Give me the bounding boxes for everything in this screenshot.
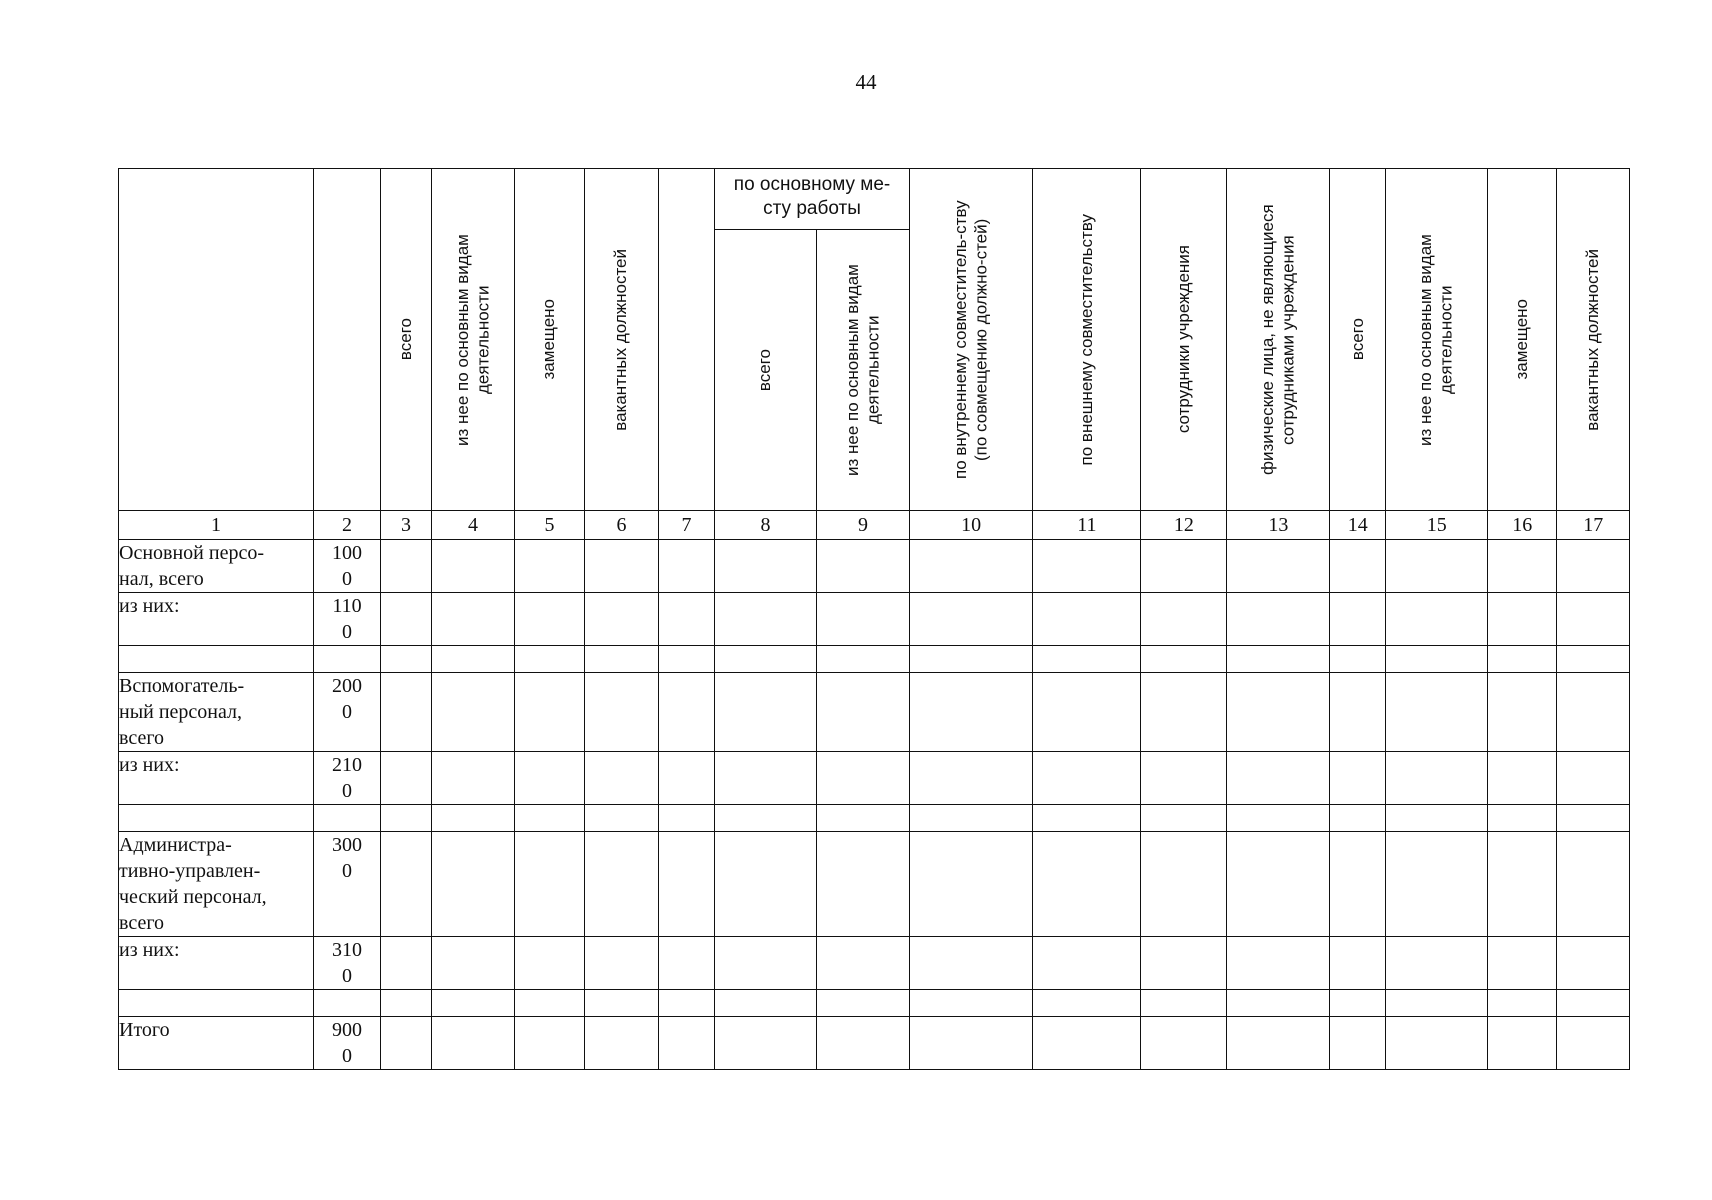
header-cell-1: [119, 169, 314, 511]
data-cell: [432, 1017, 515, 1070]
data-cell: [910, 646, 1033, 673]
data-cell: [1386, 1017, 1488, 1070]
data-cell: [1557, 752, 1630, 805]
data-cell: [910, 805, 1033, 832]
data-cell: [1488, 593, 1557, 646]
header-label-13: физические лица, не являющиеся сотрудниками учреждения: [1257, 204, 1298, 475]
data-cell: [1330, 990, 1386, 1017]
data-cell: [817, 673, 910, 752]
data-cell: [715, 673, 817, 752]
data-cell: [715, 646, 817, 673]
row-label: [119, 805, 314, 832]
data-cell: [515, 832, 585, 937]
data-cell: [432, 540, 515, 593]
table-body: [119, 540, 1630, 1070]
table-row: [119, 673, 1630, 752]
header-label-15: из нее по основным видам деятельности: [1416, 233, 1456, 446]
column-number: 10: [910, 511, 1033, 540]
data-cell: [1227, 1017, 1330, 1070]
data-cell: [1386, 646, 1488, 673]
data-cell: [1033, 593, 1141, 646]
header-label-11: по внешнему совместительству: [1076, 213, 1096, 466]
header-cell-17: [1557, 169, 1630, 511]
data-cell: [585, 1017, 659, 1070]
data-cell: [1557, 540, 1630, 593]
table-row: [119, 805, 1630, 832]
row-code: 310 0: [314, 937, 381, 990]
data-cell: [659, 673, 715, 752]
data-cell: [715, 805, 817, 832]
data-cell: [585, 805, 659, 832]
column-number: 17: [1557, 511, 1630, 540]
data-cell: [1227, 937, 1330, 990]
data-cell: [381, 990, 432, 1017]
data-cell: [585, 646, 659, 673]
data-cell: [1557, 832, 1630, 937]
header-label-10: по внутреннему совместитель-ству (по совмещению должно-стей): [950, 200, 991, 479]
header-label-8: всего: [755, 348, 775, 392]
header-group-label: по основному ме- сту работы: [733, 174, 891, 219]
data-cell: [1557, 805, 1630, 832]
data-cell: [381, 540, 432, 593]
data-cell: [1330, 646, 1386, 673]
data-cell: [1141, 990, 1227, 1017]
data-cell: [515, 937, 585, 990]
data-cell: [659, 990, 715, 1017]
data-cell: [817, 593, 910, 646]
data-cell: [1227, 990, 1330, 1017]
column-number: 8: [715, 511, 817, 540]
data-cell: [1141, 805, 1227, 832]
header-cell-7: [659, 169, 715, 511]
column-number: 4: [432, 511, 515, 540]
header-cell-15: [1386, 169, 1488, 511]
data-cell: [1488, 805, 1557, 832]
data-cell: [1227, 646, 1330, 673]
staffing-table: [118, 168, 1630, 1070]
row-code: 200 0: [314, 673, 381, 752]
row-label: Итого: [119, 1017, 314, 1070]
header-cell-13: [1227, 169, 1330, 511]
row-code: 210 0: [314, 752, 381, 805]
column-number: 6: [585, 511, 659, 540]
data-cell: [1330, 673, 1386, 752]
data-cell: [1141, 646, 1227, 673]
data-cell: [1557, 1017, 1630, 1070]
data-cell: [1557, 673, 1630, 752]
data-cell: [817, 937, 910, 990]
data-cell: [1386, 990, 1488, 1017]
data-cell: [659, 646, 715, 673]
row-code: 100 0: [314, 540, 381, 593]
header-label-4: из нее по основным видам деятельности: [452, 233, 492, 446]
column-number: 2: [314, 511, 381, 540]
data-cell: [910, 593, 1033, 646]
row-label: [119, 646, 314, 673]
data-cell: [585, 673, 659, 752]
data-cell: [585, 752, 659, 805]
data-cell: [659, 593, 715, 646]
data-cell: [715, 752, 817, 805]
header-label-9: из нее по основным видам деятельности: [842, 264, 882, 476]
header-cell-2: [314, 169, 381, 511]
data-cell: [817, 1017, 910, 1070]
page-number: 44: [855, 70, 877, 94]
data-cell: [910, 937, 1033, 990]
data-cell: [432, 646, 515, 673]
data-cell: [1330, 832, 1386, 937]
data-cell: [715, 990, 817, 1017]
data-cell: [817, 805, 910, 832]
data-cell: [432, 832, 515, 937]
data-cell: [1488, 832, 1557, 937]
data-cell: [659, 540, 715, 593]
data-cell: [1557, 937, 1630, 990]
data-cell: [1141, 593, 1227, 646]
data-cell: [1141, 937, 1227, 990]
data-cell: [381, 752, 432, 805]
data-cell: [715, 1017, 817, 1070]
data-cell: [1330, 593, 1386, 646]
data-cell: [1330, 805, 1386, 832]
data-cell: [817, 832, 910, 937]
data-cell: [515, 805, 585, 832]
header-cell-10: [910, 169, 1033, 511]
data-cell: [817, 540, 910, 593]
data-cell: [1141, 540, 1227, 593]
data-cell: [585, 937, 659, 990]
data-cell: [715, 593, 817, 646]
data-cell: [381, 673, 432, 752]
data-cell: [1488, 752, 1557, 805]
data-cell: [1033, 805, 1141, 832]
data-cell: [1386, 540, 1488, 593]
data-cell: [1330, 752, 1386, 805]
data-cell: [910, 673, 1033, 752]
header-cell-11: [1033, 169, 1141, 511]
data-cell: [1488, 673, 1557, 752]
data-cell: [1386, 805, 1488, 832]
column-number: 9: [817, 511, 910, 540]
data-cell: [1557, 990, 1630, 1017]
row-label: Основной персо- нал, всего: [119, 540, 314, 593]
data-cell: [1033, 673, 1141, 752]
data-cell: [1033, 937, 1141, 990]
column-number: 14: [1330, 511, 1386, 540]
column-number: 15: [1386, 511, 1488, 540]
data-cell: [817, 646, 910, 673]
table-row: [119, 1017, 1630, 1070]
data-cell: [1386, 673, 1488, 752]
header-cell-14: [1330, 169, 1386, 511]
data-cell: [515, 752, 585, 805]
row-code: [314, 805, 381, 832]
data-cell: [1227, 540, 1330, 593]
row-code: [314, 646, 381, 673]
data-cell: [1488, 937, 1557, 990]
row-code: 300 0: [314, 832, 381, 937]
data-cell: [585, 832, 659, 937]
data-cell: [715, 540, 817, 593]
data-cell: [1033, 646, 1141, 673]
header-label-6: вакантных должностей: [611, 248, 631, 431]
data-cell: [910, 832, 1033, 937]
data-cell: [585, 540, 659, 593]
data-cell: [1386, 593, 1488, 646]
data-cell: [515, 1017, 585, 1070]
data-cell: [1227, 673, 1330, 752]
row-label: [119, 990, 314, 1017]
data-cell: [1488, 646, 1557, 673]
data-cell: [515, 593, 585, 646]
header-cell-16: [1488, 169, 1557, 511]
header-cell-5: [515, 169, 585, 511]
header-cell-12: [1141, 169, 1227, 511]
column-number: 11: [1033, 511, 1141, 540]
header-cell-9: [817, 230, 910, 511]
row-code: 900 0: [314, 1017, 381, 1070]
column-number: 12: [1141, 511, 1227, 540]
data-cell: [585, 593, 659, 646]
data-cell: [381, 1017, 432, 1070]
data-cell: [659, 832, 715, 937]
data-cell: [817, 990, 910, 1017]
data-cell: [432, 937, 515, 990]
table-row: [119, 990, 1630, 1017]
header-cell-6: [585, 169, 659, 511]
data-cell: [1227, 752, 1330, 805]
row-label: Администра- тивно-управлен- ческий персонал, всего: [119, 832, 314, 937]
data-cell: [381, 593, 432, 646]
data-cell: [1141, 673, 1227, 752]
column-number-row: [119, 511, 1630, 540]
data-cell: [1033, 1017, 1141, 1070]
data-cell: [1386, 937, 1488, 990]
data-cell: [1557, 593, 1630, 646]
data-cell: [381, 832, 432, 937]
data-cell: [432, 752, 515, 805]
data-cell: [1488, 1017, 1557, 1070]
data-cell: [432, 593, 515, 646]
data-cell: [817, 752, 910, 805]
header-label-3: всего: [395, 318, 415, 361]
data-cell: [1386, 832, 1488, 937]
row-code: 110 0: [314, 593, 381, 646]
data-cell: [659, 1017, 715, 1070]
data-cell: [1227, 805, 1330, 832]
header-label-14: всего: [1347, 318, 1367, 361]
data-cell: [1557, 646, 1630, 673]
data-cell: [1141, 1017, 1227, 1070]
data-cell: [515, 646, 585, 673]
column-number: 16: [1488, 511, 1557, 540]
data-cell: [515, 990, 585, 1017]
row-code: [314, 990, 381, 1017]
data-cell: [1141, 752, 1227, 805]
data-cell: [585, 990, 659, 1017]
data-cell: [715, 832, 817, 937]
row-label: из них:: [119, 937, 314, 990]
data-cell: [515, 540, 585, 593]
data-cell: [910, 752, 1033, 805]
data-cell: [1141, 832, 1227, 937]
header-label-16: замещено: [1512, 299, 1532, 380]
data-cell: [381, 937, 432, 990]
column-number: 13: [1227, 511, 1330, 540]
column-number: 5: [515, 511, 585, 540]
data-cell: [432, 990, 515, 1017]
data-cell: [1227, 832, 1330, 937]
data-cell: [1033, 832, 1141, 937]
table-row: [119, 646, 1630, 673]
row-label: из них:: [119, 752, 314, 805]
row-label: из них:: [119, 593, 314, 646]
header-cell-8: [715, 230, 817, 511]
data-cell: [1227, 593, 1330, 646]
column-number: 3: [381, 511, 432, 540]
table-row: [119, 937, 1630, 990]
data-cell: [659, 752, 715, 805]
data-cell: [515, 673, 585, 752]
data-cell: [1488, 990, 1557, 1017]
data-cell: [910, 540, 1033, 593]
header-cell-4: [432, 169, 515, 511]
table-row: [119, 832, 1630, 937]
data-cell: [432, 673, 515, 752]
row-label: Вспомогатель- ный персонал, всего: [119, 673, 314, 752]
data-cell: [1488, 540, 1557, 593]
data-cell: [381, 646, 432, 673]
data-cell: [715, 937, 817, 990]
data-cell: [1386, 752, 1488, 805]
column-number: 1: [119, 511, 314, 540]
data-cell: [1033, 540, 1141, 593]
data-cell: [1330, 937, 1386, 990]
data-cell: [1330, 1017, 1386, 1070]
data-cell: [910, 990, 1033, 1017]
header-group-main-workplace: [715, 169, 910, 230]
header-cell-3: [381, 169, 432, 511]
data-cell: [381, 805, 432, 832]
header-label-12: сотрудники учреждения: [1173, 245, 1193, 434]
column-number: 7: [659, 511, 715, 540]
data-cell: [432, 805, 515, 832]
data-cell: [1330, 540, 1386, 593]
header-label-5: замещено: [539, 299, 559, 380]
data-cell: [1033, 752, 1141, 805]
data-cell: [1033, 990, 1141, 1017]
table-row: [119, 540, 1630, 593]
header-label-17: вакантных должностей: [1583, 248, 1603, 431]
data-cell: [659, 937, 715, 990]
data-cell: [910, 1017, 1033, 1070]
table-row: [119, 752, 1630, 805]
data-cell: [659, 805, 715, 832]
table-row: [119, 593, 1630, 646]
